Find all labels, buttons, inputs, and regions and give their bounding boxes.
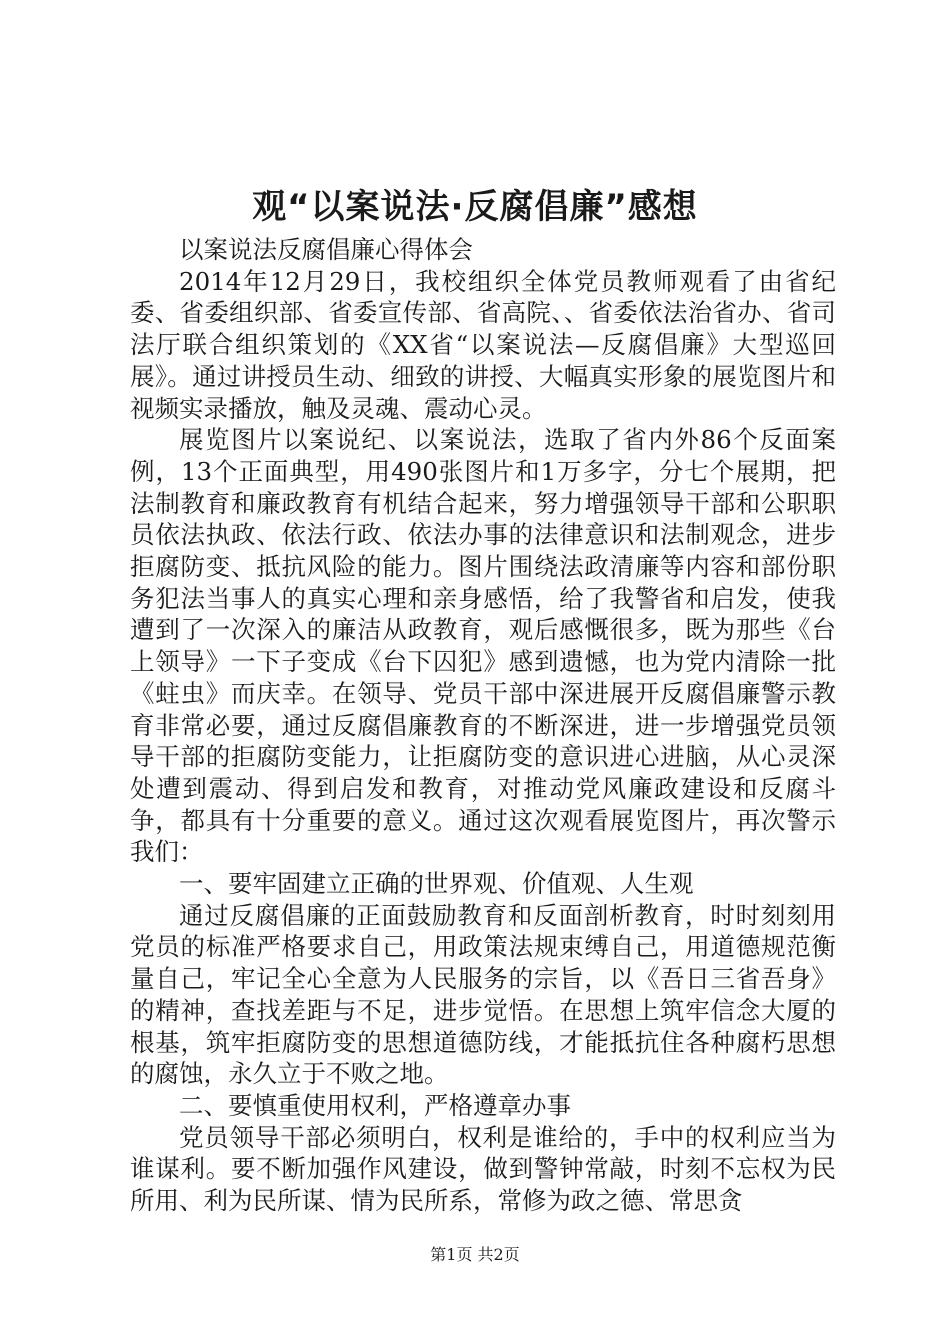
paragraph-exhibition: 展览图片以案说纪、以案说法，选取了省内外86个反面案例，13个正面典型，用490张图片和1万多字，分七个展期，把法制教育和廉政教育有机结合起来，努力增强领导干部和公职职员依法执政、依法行政、依法办事的法律意识和法制观念，进步拒腐防变、抵抗风险的能力。图片围绕法政清廉等内容和部份职务犯法当事人的真实心理和亲身感悟，给了我警省和启发，使我遭到了一次深入的廉洁从政教育，观后感慨很多，既为那些《台上领导》一下子变成《台下囚犯》感到遗憾，也为党内清除一批《蛀虫》而庆幸。在领导、党员干部中深进展开反腐倡廉警示教育非常必要，通过反腐倡廉教育的不断深进，进一步增强党员领导干部的拒腐防变能力，让拒腐防变的意识进心进脑，从心灵深处遭到震动、得到启发和教育，对推动党风廉政建设和反腐斗争，都具有十分重要的意义。通过这次观看展览图片，再次警示我们： bbox=[130, 425, 836, 867]
page-footer: 第1页 共2页 bbox=[430, 1245, 520, 1264]
paragraph-subtitle: 以案说法反腐倡廉心得体会 bbox=[179, 235, 473, 264]
section-heading-1: 一、要牢固建立正确的世界观、价值观、人生观 bbox=[179, 869, 694, 899]
document-title: 观“以案说法·反腐倡廉”感想 bbox=[252, 187, 698, 227]
paragraph-section-2: 党员领导干部必须明白，权利是谁给的，手中的权利应当为谁谋利。要不断加强作风建设，做到警钟常敲，时刻不忘权为民所用、利为民所谋、情为民所系，常修为政之德、常思贪 bbox=[130, 1122, 836, 1216]
document-body bbox=[130, 234, 836, 1217]
paragraph-intro: 2014年12月29日，我校组织全体党员教师观看了由省纪委、省委组织部、省委宣传部、省高院、、省委依法治省办、省司法厅联合组织策划的《XX省“以案说法—反腐倡廉》大型巡回展》。通过讲授员生动、细致的讲授、大幅真实形象的展览图片和视频实录播放，触及灵魂、震动心灵。 bbox=[130, 266, 836, 423]
paragraph-section-1: 通过反腐倡廉的正面鼓励教育和反面剖析教育，时时刻刻用党员的标准严格要求自己，用政策法规束缚自己，用道德规范衡量自己，牢记全心全意为人民服务的宗旨，以《吾日三省吾身》的精神，查找差距与不足，进步觉悟。在思想上筑牢信念大厦的根基，筑牢拒腐防变的思想道德防线，才能抵抗住各种腐朽思想的腐蚀，永久立于不败之地。 bbox=[130, 900, 836, 1089]
section-heading-2: 二、要慎重使用权利，严格遵章办事 bbox=[179, 1090, 571, 1120]
